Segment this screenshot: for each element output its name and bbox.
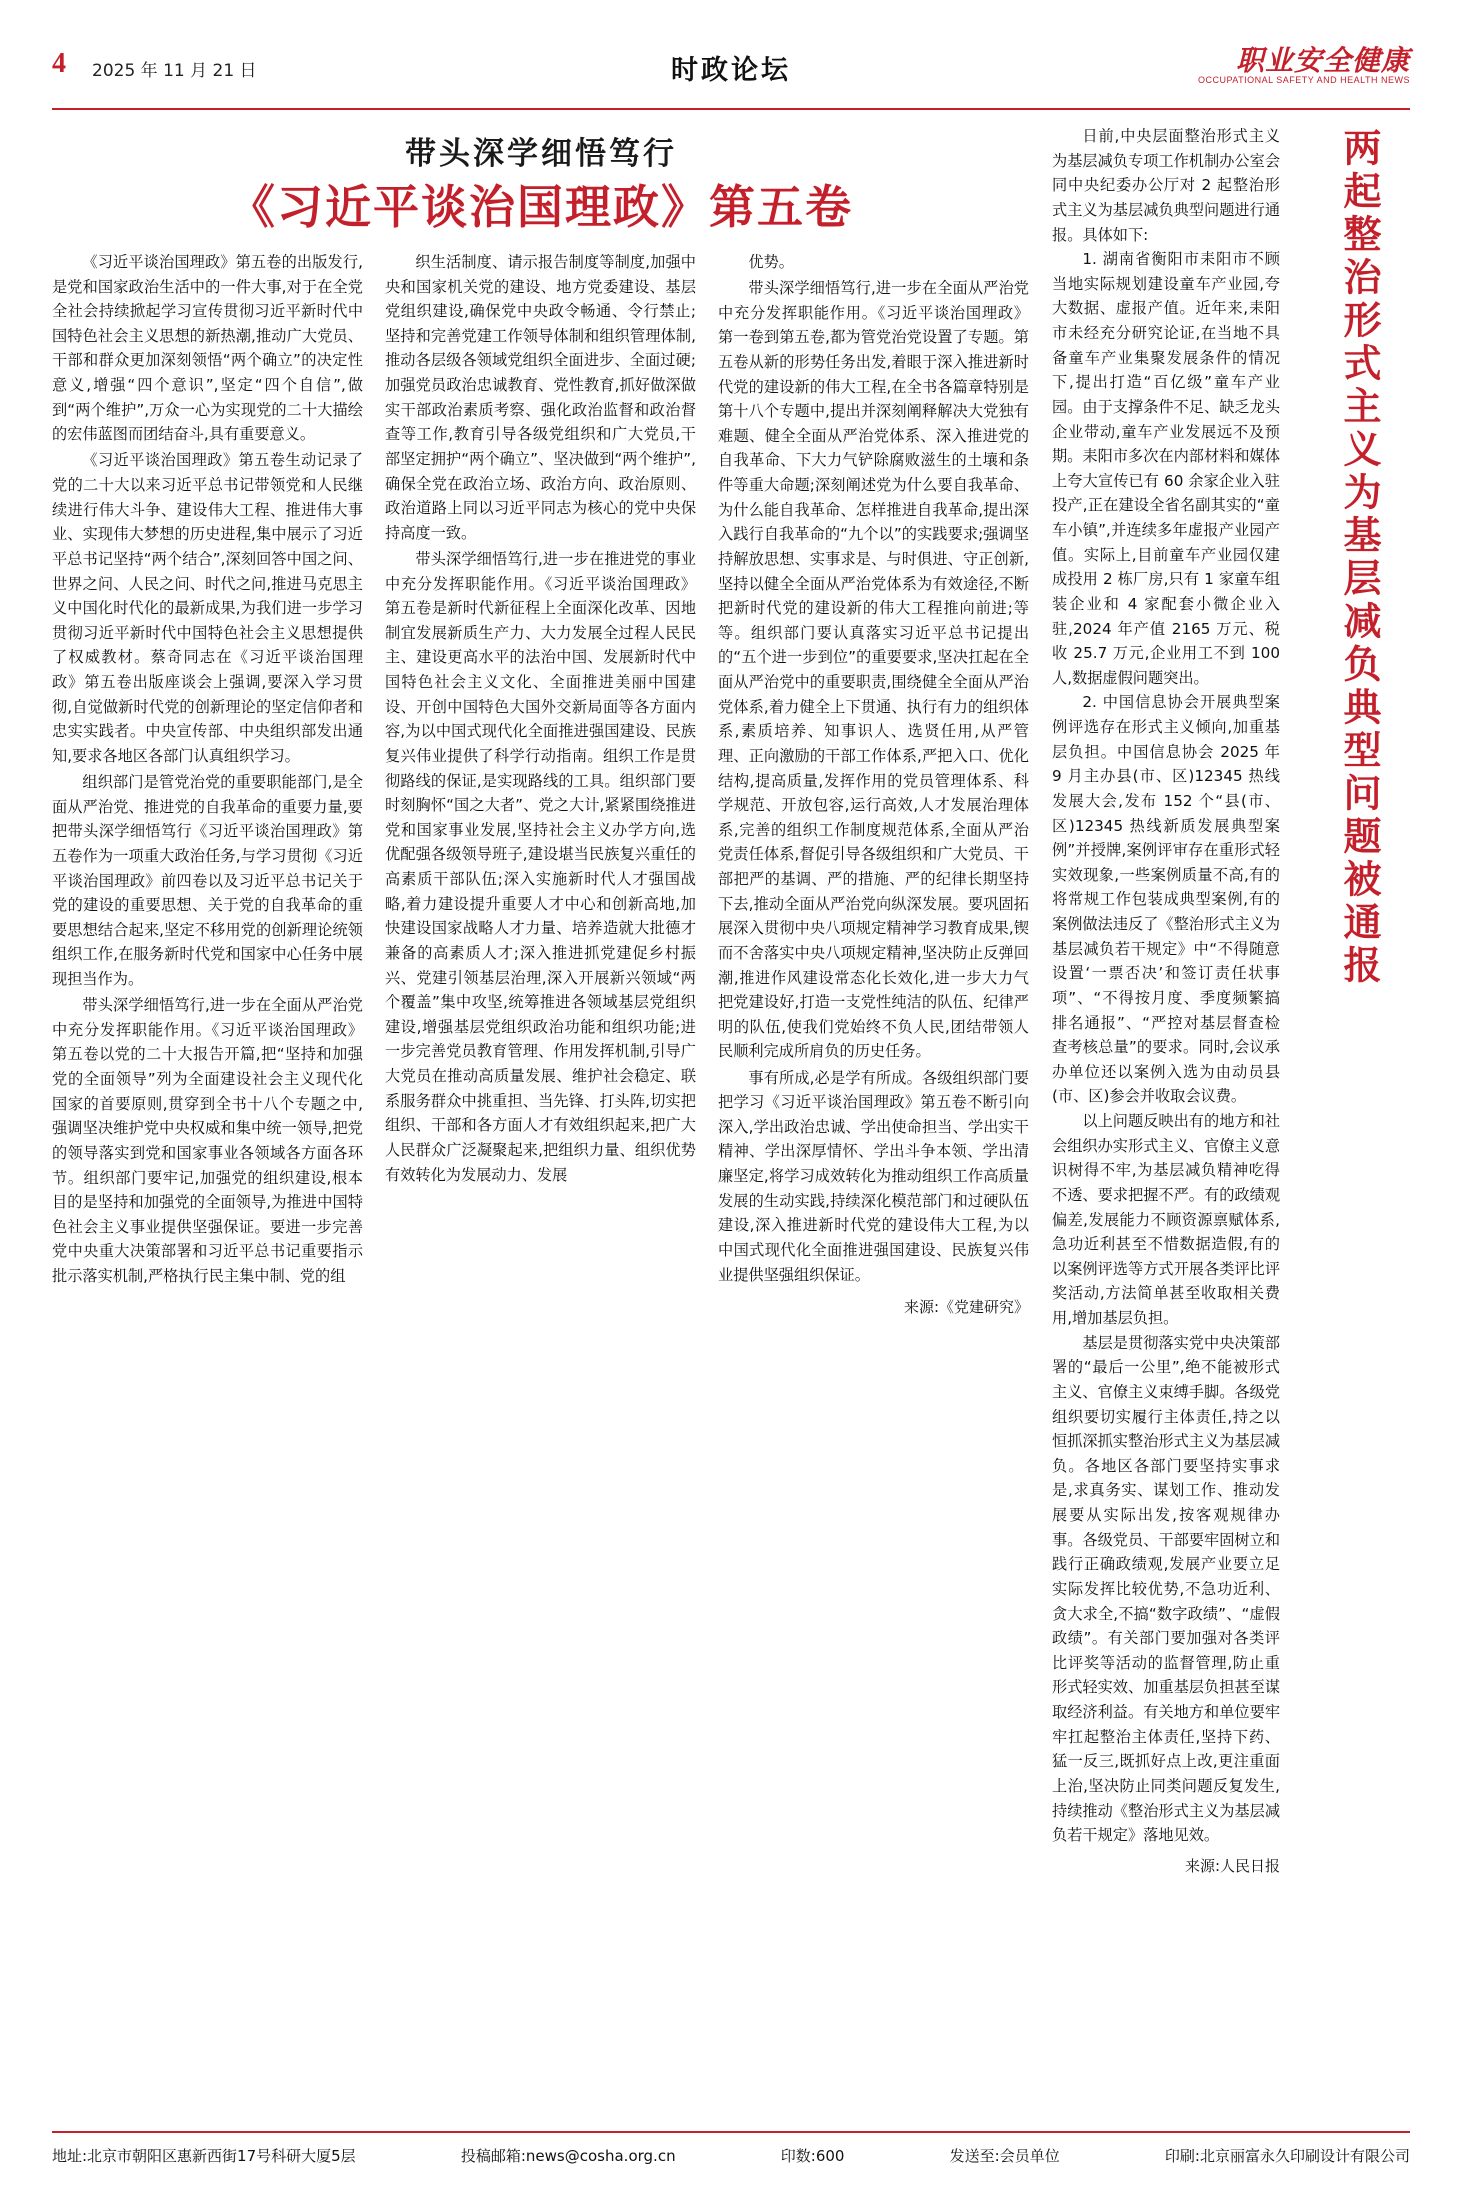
brief-vertical-headline: 两起整治形式主义为基层减负典型问题被通报 — [1337, 128, 1381, 988]
paragraph: 2. 中国信息协会开展典型案例评选存在形式主义倾向,加重基层负担。中国信息协会 2025 年 9 月主办县(市、区)12345 热线发展大会,发布 152 个“县(市、区)12345 热线新质发展典型案例”并授牌,案例评审存在重形式轻实效现象,一些案例质量不高,有的将常规工作包装成典型案例,有的案例做法违反了《整治形式主义为基层减负若干规定》中“不得随意设置‘一票否决’和签订责任状事项”、“不得按月度、季度频繁搞排名通报”、“严控对基层督查检查考核总量”的要求。同时,会议承办单位还以案例入选为由动员县(市、区)参会并收取会议费。 — [1052, 693, 1280, 1106]
paragraph: 以上问题反映出有的地方和社会组织办实形式主义、官僚主义意识树得不牢,为基层减负精神吃得不透、要求把握不严。有的政绩观偏差,发展能力不顾资源禀赋体系,急功近利甚至不惜数据造假,有的以案例评选等方式开展各类评比评奖活动,方法简单甚至收取相关费用,增加基层负担。 — [1052, 1112, 1280, 1327]
brief-source: 来源:人民日报 — [1184, 1856, 1280, 1875]
article-column-1 — [52, 250, 363, 1320]
footer-distribution: 发送至:会员单位 — [949, 2147, 1060, 2165]
paragraph: 优势。 — [748, 252, 794, 271]
paragraph: 织生活制度、请示报告制度等制度,加强中央和国家机关党的建设、地方党委建设、基层党组织建设,确保党中央政令畅通、令行禁止;坚持和完善党建工作领导体制和组织管理体制,推动各层级各领域党组织全面进步、全面过硬;加强党员政治忠诚教育、党性教育,抓好做深做实干部政治素质考察、强化政治监督和政治督查等工作,教育引导各级党组织和广大党员,干部坚定拥护“两个确立”、坚决做到“两个维护”,确保全党在政治立场、政治方向、政治原则、政治道路上同以习近平同志为核心的党中央保持高度一致。 — [385, 252, 696, 542]
article-column-2 — [385, 250, 696, 1320]
main-article — [52, 124, 1030, 2014]
page-content — [52, 124, 1410, 2014]
page-footer — [52, 2131, 1410, 2166]
article-column-3 — [718, 250, 1029, 1320]
article-kicker: 带头深学细悟笃行 — [405, 136, 677, 172]
article-source: 来源:《党建研究》 — [903, 1298, 1029, 1317]
paragraph: 基层是贯彻落实党中央决策部署的“最后一公里”,绝不能被形式主义、官僚主义束缚手脚。各级党组织要切实履行主体责任,持之以恒抓深抓实整治形式主义为基层减负。各地区各部门要坚持实事求是,求真务实、谋划工作、推动发展要从实际出发,按客观规律办事。各级党员、干部要牢固树立和践行正确政绩观,发展产业要立足实际发挥比较优势,不急功近利、贪大求全,不搞“数字政绩”、“虚假政绩”。有关部门要加强对各类评比评奖等活动的监督管理,防止重形式轻实效、加重基层负担甚至谋取经济利益。有关地方和单位要牢牢扛起整治主体责任,坚持下药、猛一反三,既抓好点上改,更注重面上治,坚决防止同类问题反复发生,持续推动《整治形式主义为基层减负若干规定》落地见效。 — [1052, 1333, 1280, 1845]
paragraph: 《习近平谈治国理政》第五卷的出版发行,是党和国家政治生活中的一件大事,对于在全党全社会持续掀起学习宣传贯彻习近平新时代中国特色社会主义思想的新热潮,推动广大党员、干部和群众更加深刻领悟“两个确立”的决定性意义,增强“四个意识”,坚定“四个自信”,做到“两个维护”,万众一心为实现党的二十大描绘的宏伟蓝图而团结奋斗,具有重要意义。 — [52, 252, 363, 444]
paragraph: 事有所成,必是学有所成。各级组织部门要把学习《习近平谈治国理政》第五卷不断引向深入,学出政治忠诚、学出使命担当、学出实干精神、学出深厚情怀、学出斗争本领、学出清廉坚定,将学习成效转化为推动组织工作高质量发展的生动实践,持续深化模范部门和过硬队伍建设,深入推进新时代党的建设伟大工程,为以中国式现代化全面推进强国建设、民族复兴伟业提供坚强组织保证。 — [718, 1068, 1029, 1284]
footer-email: 投稿邮箱:news@cosha.org.cn — [460, 2147, 676, 2165]
logo-chinese-name: 职业安全健康 — [1235, 44, 1410, 77]
masthead — [52, 44, 1410, 110]
paragraph: 带头深学细悟笃行,进一步在全面从严治党中充分发挥职能作用。《习近平谈治国理政》第五卷以党的二十大报告开篇,把“坚持和加强党的全面领导”列为全面建设社会主义现代化国家的首要原则,贯穿到全书十八个专题之中,强调坚决维护党中央权威和集中统一领导,把党的领导落实到党和国家事业各领域各方面各环节。组织部门要牢记,加强党的组织建设,根本目的是坚持和加强党的全面领导,为推进中国特色社会主义事业提供坚强保证。要进一步完善党中央重大决策部署和习近平总书记重要指示批示落实机制,严格执行民主集中制、党的组 — [52, 996, 363, 1286]
news-brief — [1052, 124, 1382, 2014]
footer-print-count: 印数:600 — [780, 2147, 845, 2165]
issue-date: 2025 年 11 月 21 日 — [92, 61, 257, 81]
paragraph: 带头深学细悟笃行,进一步在推进党的事业中充分发挥职能作用。《习近平谈治国理政》第五卷是新时代新征程上全面深化改革、因地制宜发展新质生产力、大力发展全过程人民民主、建设更高水平的法治中国、发展新时代中国特色社会主义文化、全面推进美丽中国建设、开创中国特色大国外交新局面等各方面内容,为以中国式现代化全面推进强国建设、民族复兴伟业提供了科学行动指南。组织工作是贯彻路线的保证,是实现路线的工具。组织部门要时刻胸怀“国之大者”、党之大计,紧紧围绕推进党和国家事业发展,坚持社会主义办学方向,选优配强各级领导班子,建设堪当民族复兴重任的高素质干部队伍;深入实施新时代人才强国战略,着力建设提升重要人才中心和创新高地,加快建设国家战略人才力量、培养造就大批德才兼备的高素质人才;深入推进抓党建促乡村振兴、党建引领基层治理,深入开展新兴领域“两个覆盖”集中攻坚,统筹推进各领域基层党组织建设,增强基层党组织政治功能和组织功能;进一步完善党员教育管理、作用发挥机制,引导广大党员在推动高质量发展、维护社会稳定、联系服务群众中挑重担、当先锋、打头阵,切实把组织、干部和各方面人才有效组织起来,把广大人民群众广泛凝聚起来,把组织力量、组织优势有效转化为发展动力、发展 — [385, 549, 696, 1184]
headline-block — [52, 124, 1030, 244]
page-number: 4 — [52, 48, 66, 79]
paragraph: 《习近平谈治国理政》第五卷生动记录了党的二十大以来习近平总书记带领党和人民继续进行伟大斗争、建设伟大工程、推进伟大事业、实现伟大梦想的历史进程,集中展示了习近平总书记坚持“两个结合”,深刻回答中国之问、世界之问、人民之问、时代之问,推进马克思主义中国化时代化的最新成果,为我们进一步学习贯彻习近平新时代中国特色社会主义思想提供了权威教材。蔡奇同志在《习近平谈治国理政》第五卷出版座谈会上强调,要深入学习贯彻,自觉做新时代党的创新理论的坚定信仰者和忠实实践者。中央宣传部、中央组织部发出通知,要求各地区各部门认真组织学习。 — [52, 451, 363, 765]
section-title: 时政论坛 — [671, 55, 791, 86]
footer-printer: 印刷:北京丽富永久印刷设计有限公司 — [1164, 2147, 1410, 2165]
paragraph: 带头深学细悟笃行,进一步在全面从严治党中充分发挥职能作用。《习近平谈治国理政》第一卷到第五卷,都为管党治党设置了专题。第五卷从新的形势任务出发,着眼于深入推进新时代党的建设新的伟大工程,在全书各篇章特别是第十八个专题中,提出并深刻阐释解决大党独有难题、健全全面从严治党体系、深入推进党的自我革命、下大力气铲除腐败滋生的土壤和条件等重大命题;深刻阐述党为什么要自我革命、为什么能自我革命、怎样推进自我革命,提出深入践行自我革命的“九个以”的实践要求;强调坚持解放思想、实事求是、与时俱进、守正创新,坚持以健全全面从严治党体系为有效途径,不断把新时代党的建设新的伟大工程推向前进;等等。组织部门要认真落实习近平总书记提出的“五个进一步到位”的重要要求,坚决扛起在全面从严治党中的重要职责,围绕健全全面从严治党体系,着力健全上下贯通、执行有力的组织体系,素质培养、知事识人、选贤任用,从严管理、正向激励的干部工作体系,严把入口、优化结构,提高质量,发挥作用的党员管理体系、科学规范、开放包容,运行高效,人才发展治理体系,完善的组织工作制度规范体系,全面从严治党责任体系,督促引导各级组织和广大党员、干部把严的基调、严的措施、严的纪律长期坚持下去,推动全面从严治党向纵深发展。要巩固拓展深入贯彻中央八项规定精神学习教育成果,锲而不舍落实中央八项规定精神,坚决防止反弹回潮,推进作风建设常态化长效化,进一步大力气把党建设好,打造一支党性纯洁的队伍、纪律严明的队伍,使我们党始终不负人民,团结带领人民顺利完成所肩负的历史任务。 — [718, 279, 1029, 1061]
article-columns — [52, 250, 1030, 1320]
paragraph: 1. 湖南省衡阳市耒阳市不顾当地实际规划建设童车产业园,夸大数据、虚报产值。近年来,耒阳市未经充分研究论证,在当地不具备童车产业集聚发展条件的情况下,提出打造“百亿级”童车产业园。由于支撑条件不足、缺乏龙头企业带动,童车产业发展远不及预期。耒阳市多次在内部材料和媒体上夸大宣传已有 60 余家企业入驻投产,正在建设全省名副其实的“童车小镇”,并连续多年虚报产业园产值。实际上,目前童车产业园仅建成投用 2 栋厂房,只有 1 家童车组装企业和 4 家配套小微企业入驻,2024 年产值 2165 万元、税收 25.7 万元,企业用工不到 100 人,数据虚假问题突出。 — [1052, 250, 1280, 687]
logo-english-name: OCCUPATIONAL SAFETY AND HEALTH NEWS — [1197, 75, 1410, 86]
paragraph: 日前,中央层面整治形式主义为基层减负专项工作机制办公室会同中央纪委办公厅对 2 起整治形式主义为基层减负典型问题进行通报。具体如下: — [1052, 127, 1280, 244]
brief-body — [1052, 124, 1280, 2014]
paragraph: 组织部门是管党治党的重要职能部门,是全面从严治党、推进党的自我革命的重要力量,要把带头深学细悟笃行《习近平谈治国理政》第五卷作为一项重大政治任务,与学习贯彻《习近平谈治国理政》前四卷以及习近平总书记关于党的建设的重要思想、关于党的自我革命的重要思想结合起来,坚定不移用党的创新理论统领组织工作,在服务新时代党和国家中心任务中展现担当作为。 — [52, 773, 363, 989]
footer-address: 地址:北京市朝阳区惠新西街17号科研大厦5层 — [52, 2147, 356, 2165]
article-headline: 《习近平谈治国理政》第五卷 — [229, 180, 853, 234]
newspaper-page — [0, 44, 1462, 2204]
